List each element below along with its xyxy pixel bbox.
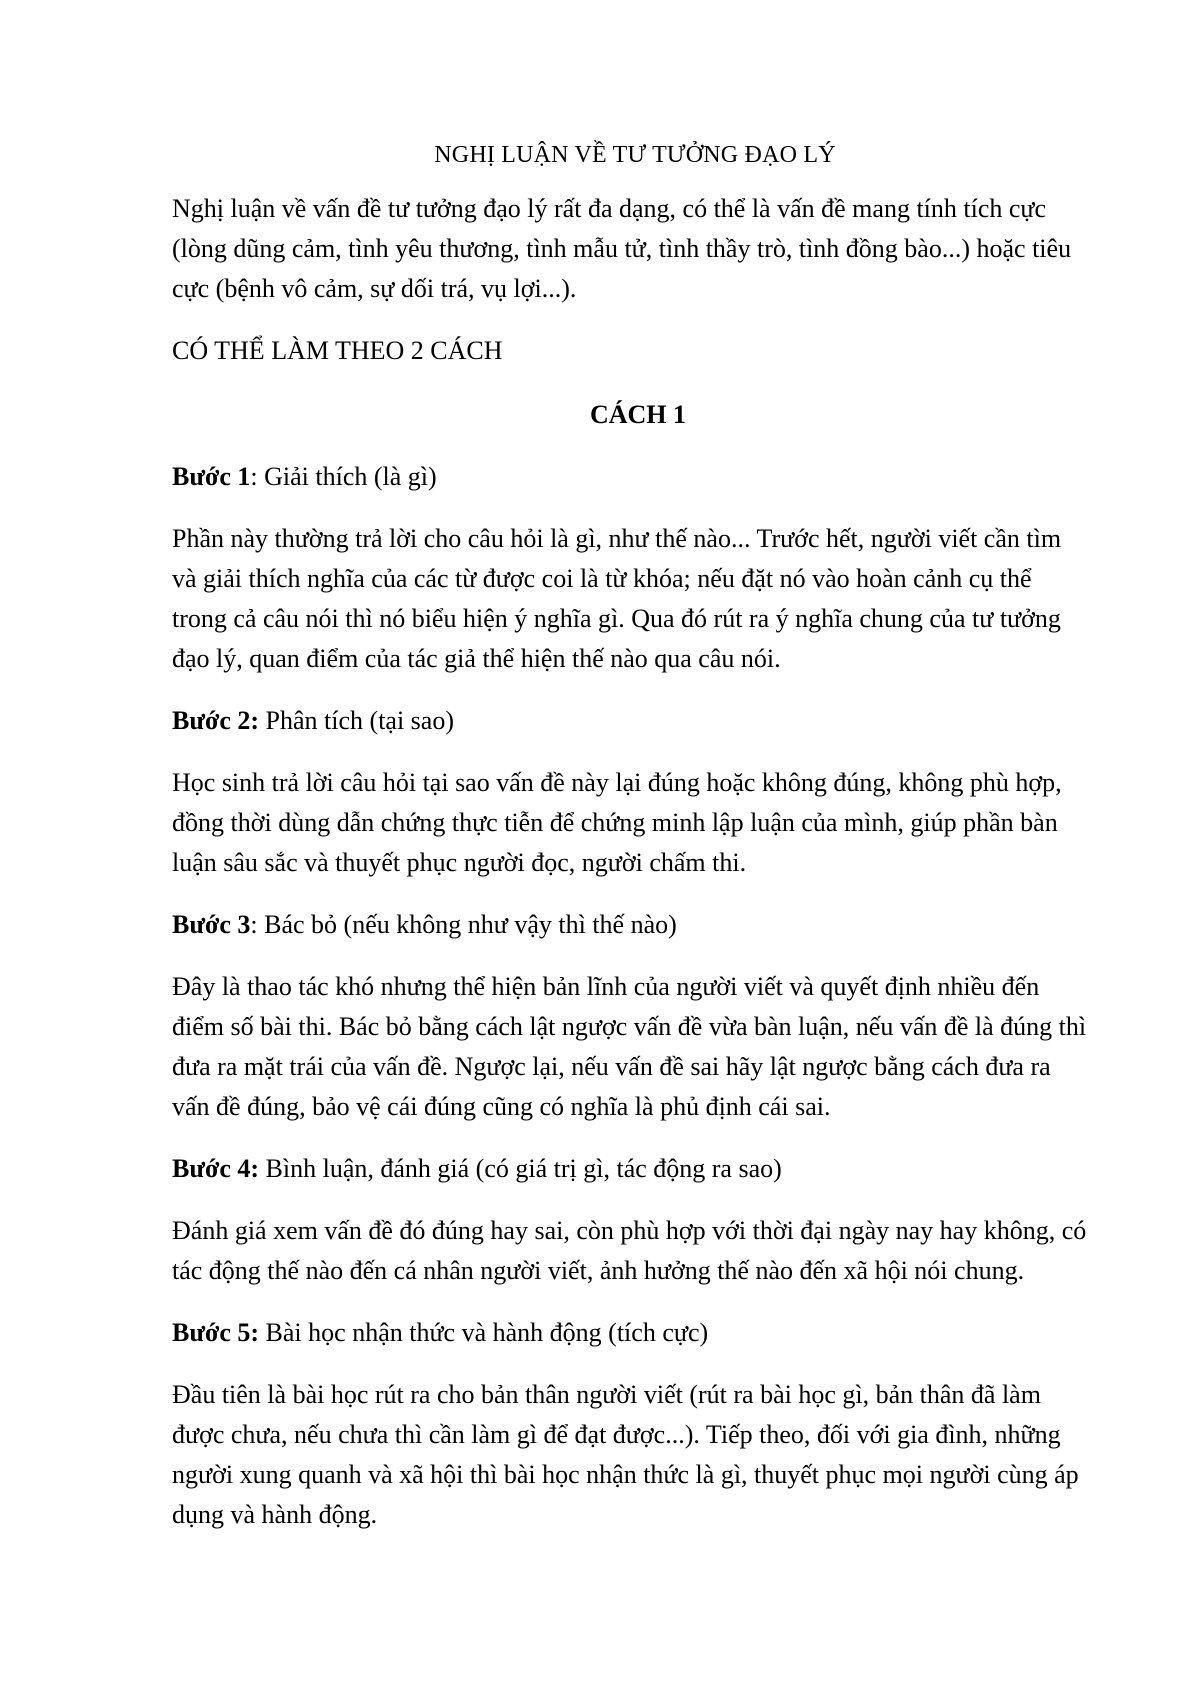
step-1-title: Giải thích (là gì) bbox=[257, 462, 437, 491]
step-3-title: Bác bỏ (nếu không như vậy thì thế nào) bbox=[257, 910, 677, 939]
step-2-heading bbox=[172, 701, 1092, 741]
step-2-title: Phân tích (tại sao) bbox=[259, 706, 454, 735]
document-title: NGHỊ LUẬN VỀ TƯ TƯỞNG ĐẠO LÝ bbox=[434, 142, 836, 168]
step-5-label: Bước 5: bbox=[172, 1318, 260, 1347]
step-4-heading bbox=[172, 1149, 1092, 1189]
step-3-heading bbox=[172, 905, 1092, 945]
step-1-label: Bước 1 bbox=[172, 462, 251, 491]
step-1-body: Phần này thường trả lời cho câu hỏi là gì, như thế nào... Trước hết, người viết cần tìm và giải thích nghĩa của các từ được coi là từ khóa; nếu đặt nó vào hoàn cảnh cụ thể trong cả câu nói thì nó biểu hiện ý nghĩa gì. Qua đó rút ra ý nghĩa chung của tư tưởng đạo lý, quan điểm của tác giả thể hiện thế nào qua câu nói. bbox=[172, 524, 1062, 673]
step-4-label: Bước 4: bbox=[172, 1154, 260, 1183]
ways-heading: CÓ THỂ LÀM THEO 2 CÁCH bbox=[172, 336, 503, 365]
document-content bbox=[172, 135, 1092, 1557]
step-1-separator: : bbox=[250, 462, 258, 491]
step-5-heading bbox=[172, 1313, 1092, 1353]
step-3-label: Bước 3 bbox=[172, 910, 251, 939]
step-5-body: Đầu tiên là bài học rút ra cho bản thân người viết (rút ra bài học gì, bản thân đã làm được chưa, nếu chưa thì cần làm gì để đạt được...). Tiếp theo, đối với gia đình, những người xung quanh và xã hội thì bài học nhận thức là gì, thuyết phục mọi người cùng áp dụng và hành động. bbox=[172, 1380, 1079, 1529]
step-4-body: Đánh giá xem vấn đề đó đúng hay sai, còn phù hợp với thời đại ngày nay hay không, có tác động thế nào đến cá nhân người viết, ảnh hưởng thế nào đến xã hội nói chung. bbox=[172, 1216, 1087, 1285]
step-4-title: Bình luận, đánh giá (có giá trị gì, tác động ra sao) bbox=[259, 1154, 782, 1183]
step-2-label: Bước 2: bbox=[172, 706, 260, 735]
step-5-title: Bài học nhận thức và hành động (tích cực) bbox=[259, 1318, 709, 1347]
step-2-body: Học sinh trả lời câu hỏi tại sao vấn đề này lại đúng hoặc không đúng, không phù hợp, đồng thời dùng dẫn chứng thực tiễn để chứng minh lập luận của mình, giúp phần bàn luận sâu sắc và thuyết phục người đọc, người chấm thi. bbox=[172, 768, 1062, 877]
method-heading: CÁCH 1 bbox=[589, 400, 687, 429]
step-3-separator: : bbox=[250, 910, 258, 939]
step-3-body: Đây là thao tác khó nhưng thể hiện bản lĩnh của người viết và quyết định nhiều đến điểm số bài thi. Bác bỏ bằng cách lật ngược vấn đề vừa bàn luận, nếu vấn đề là đúng thì đưa ra mặt trái của vấn đề. Ngược lại, nếu vấn đề sai hãy lật ngược bằng cách đưa ra vấn đề đúng, bảo vệ cái đúng cũng có nghĩa là phủ định cái sai. bbox=[172, 972, 1087, 1121]
step-1-heading bbox=[172, 457, 1092, 497]
intro-paragraph: Nghị luận về vấn đề tư tưởng đạo lý rất đa dạng, có thể là vấn đề mang tính tích cực (lòng dũng cảm, tình yêu thương, tình mẫu tử, tình thầy trò, tình đồng bào...) hoặc tiêu cực (bệnh vô cảm, sự dối trá, vụ lợi...). bbox=[172, 194, 1072, 303]
